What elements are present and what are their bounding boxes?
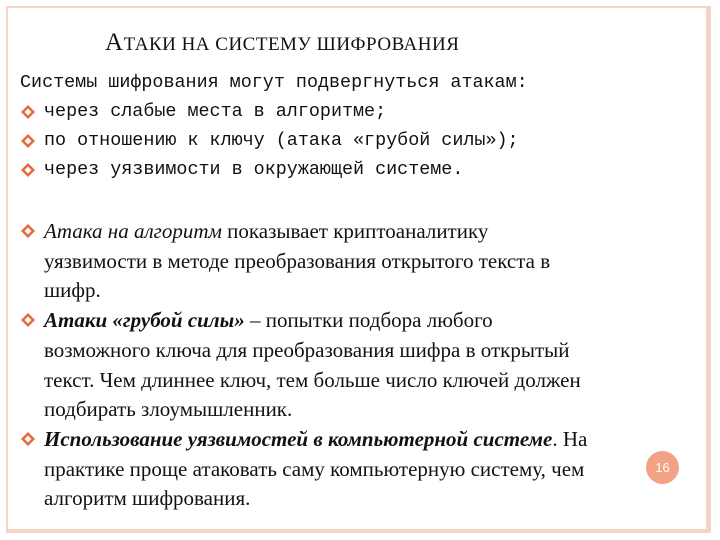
intro-list-item (20, 155, 710, 184)
detail-item-algorithm-attack (20, 217, 710, 306)
diamond-bullet-icon (21, 134, 35, 148)
diamond-bullet-icon (21, 313, 35, 327)
detail-text: показывает криптоаналитику (221, 219, 489, 243)
detail-item-system-vulnerabilities (20, 425, 710, 514)
detail-line (44, 217, 710, 247)
intro-list-item-text: через уязвимости в окружающей системе. (44, 159, 464, 180)
detail-line (44, 425, 710, 455)
detail-line: практике проще атаковать саму компьютерную систему, чем (44, 456, 585, 481)
intro-list-item (20, 126, 710, 155)
intro-section (20, 68, 710, 184)
detail-item-brute-force (20, 306, 710, 425)
detail-text: . На (552, 426, 588, 451)
detail-term: Атаки «грубой силы» (44, 308, 245, 333)
detail-line: текст. Чем длиннее ключ, тем больше число ключей должен (44, 367, 581, 392)
details-section (20, 217, 710, 514)
detail-line (44, 306, 710, 336)
diamond-bullet-icon (21, 105, 35, 119)
detail-line: шифр. (44, 278, 101, 303)
diamond-bullet-icon (21, 224, 35, 238)
diamond-bullet-icon (21, 432, 35, 446)
detail-line: алгоритм шифрования. (44, 486, 251, 511)
intro-list-item-text: по отношению к ключу (атака «грубой силы»); (44, 130, 519, 151)
diamond-bullet-icon (21, 163, 35, 177)
detail-line: возможного ключа для преобразования шифра в открытый (44, 337, 570, 362)
page-number-badge: 16 (646, 451, 679, 484)
intro-lead: Системы шифрования могут подвергнуться атакам: (20, 72, 528, 93)
slide-title-initial: А (105, 29, 124, 56)
slide-title (105, 29, 459, 57)
detail-line: уязвимости в методе преобразования открытого текста в (44, 248, 551, 273)
detail-text: – попытки подбора любого (244, 308, 493, 333)
detail-term: Использование уязвимостей в компьютерной системе (44, 426, 553, 451)
detail-term: Атака на алгоритм (44, 219, 222, 243)
intro-list-item-text: через слабые места в алгоритме; (44, 101, 387, 122)
intro-list-item (20, 97, 710, 126)
detail-line: подбирать злоумышленник. (44, 397, 293, 422)
slide-title-rest: ТАКИ НА СИСТЕМУ ШИФРОВАНИЯ (123, 34, 460, 55)
